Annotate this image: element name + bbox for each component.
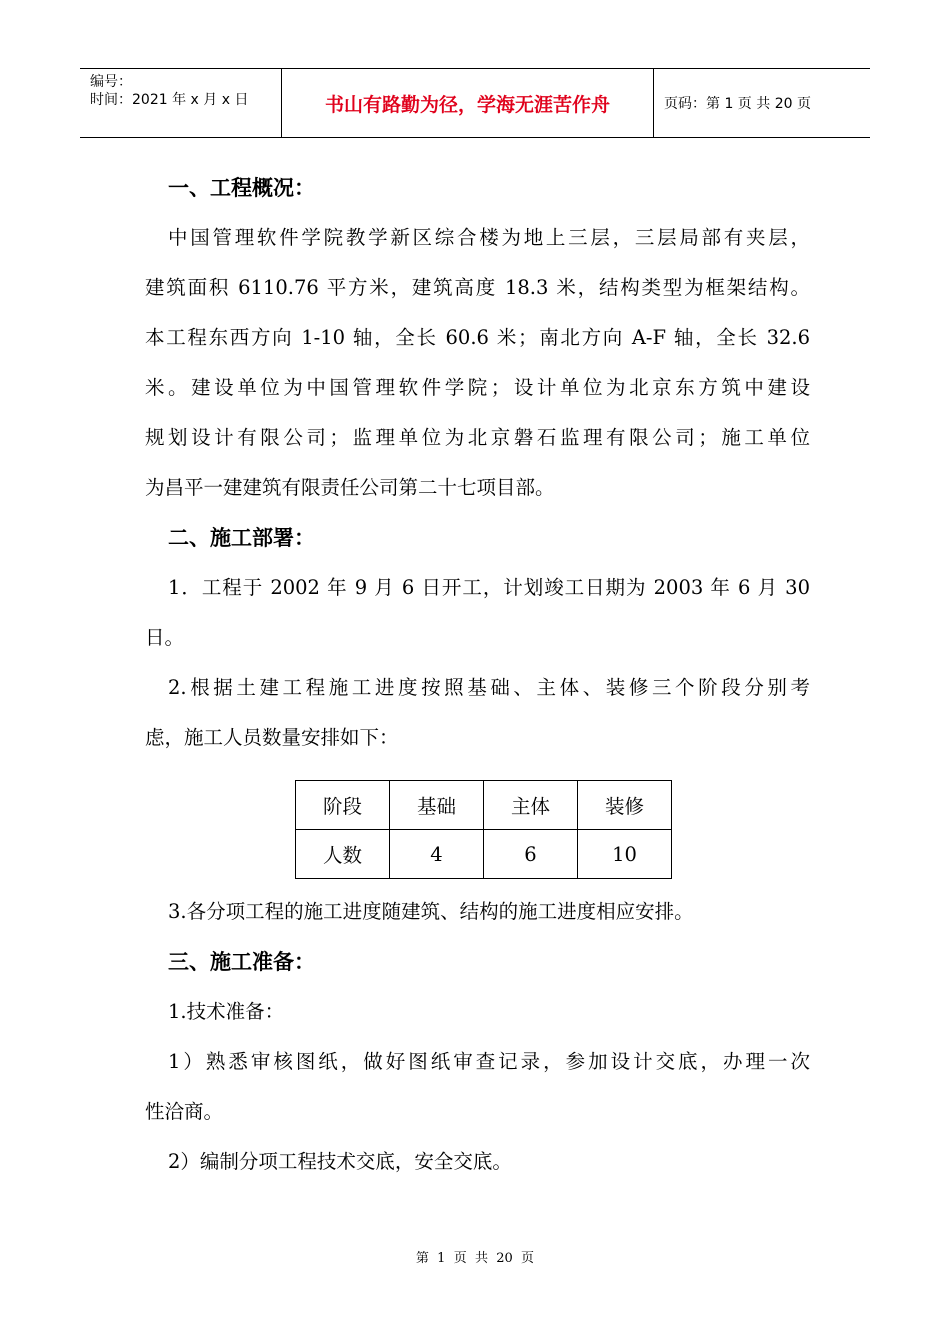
paragraph-line: 日。: [145, 626, 185, 649]
page-header: [80, 68, 870, 138]
table-cell: 基础: [390, 781, 484, 830]
staffing-table: [295, 780, 672, 879]
paragraph-line: 建筑面积 6110.76 平方米，建筑高度 18.3 米，结构类型为框架结构。: [145, 276, 810, 299]
header-motto: 书山有路勤为径，学海无涯苦作舟: [324, 93, 610, 116]
paragraph-line: 1）熟悉审核图纸，做好图纸审查记录，参加设计交底，办理一次: [168, 1050, 810, 1073]
table-cell: 阶段: [296, 781, 390, 830]
paragraph-line: 中国管理软件学院教学新区综合楼为地上三层，三层局部有夹层，: [168, 226, 810, 249]
serial-label: 编号：: [90, 74, 132, 90]
paragraph-line: 2）编制分项工程技术交底，安全交底。: [168, 1150, 512, 1173]
paragraph-line: 虑，施工人员数量安排如下：: [145, 726, 399, 749]
table-cell: 10: [578, 830, 672, 879]
table-cell: 主体: [484, 781, 578, 830]
paragraph-line: 2.根据土建工程施工进度按照基础、主体、装修三个阶段分别考: [168, 676, 810, 699]
paragraph-line: 米。建设单位为中国管理软件学院；设计单位为北京东方筑中建设: [145, 376, 810, 399]
paragraph-line: 本工程东西方向 1-10 轴，全长 60.6 米；南北方向 A-F 轴，全长 32.6: [145, 326, 810, 349]
paragraph-line: 1．工程于 2002 年 9 月 6 日开工，计划竣工日期为 2003 年 6 月 30: [168, 576, 810, 599]
header-meta: [90, 73, 248, 109]
time-label: 时间：2021 年 x 月 x 日: [90, 92, 249, 108]
table-cell: 人数: [296, 830, 390, 879]
table-row: [296, 830, 672, 879]
paragraph-line: 为昌平一建建筑有限责任公司第二十七项目部。: [145, 476, 555, 499]
paragraph-line: 3.各分项工程的施工进度随建筑、结构的施工进度相应安排。: [168, 900, 694, 923]
header-divider-right: [653, 69, 654, 137]
paragraph-line: 规划设计有限公司；监理单位为北京磐石监理有限公司；施工单位: [145, 426, 810, 449]
table-cell: 4: [390, 830, 484, 879]
paragraph-line: 性洽商。: [145, 1100, 224, 1123]
table-header-row: [296, 781, 672, 830]
table-cell: 6: [484, 830, 578, 879]
header-page-info: 页码：第 1 页 共 20 页: [664, 96, 811, 112]
table-cell: 装修: [578, 781, 672, 830]
section-3-title: 三、施工准备：: [168, 950, 315, 974]
page-footer: 第 1 页 共 20 页: [415, 1251, 535, 1266]
section-2-title: 二、施工部署：: [168, 526, 315, 550]
paragraph-line: 1.技术准备：: [168, 1000, 285, 1023]
section-1-title: 一、工程概况：: [168, 176, 315, 200]
